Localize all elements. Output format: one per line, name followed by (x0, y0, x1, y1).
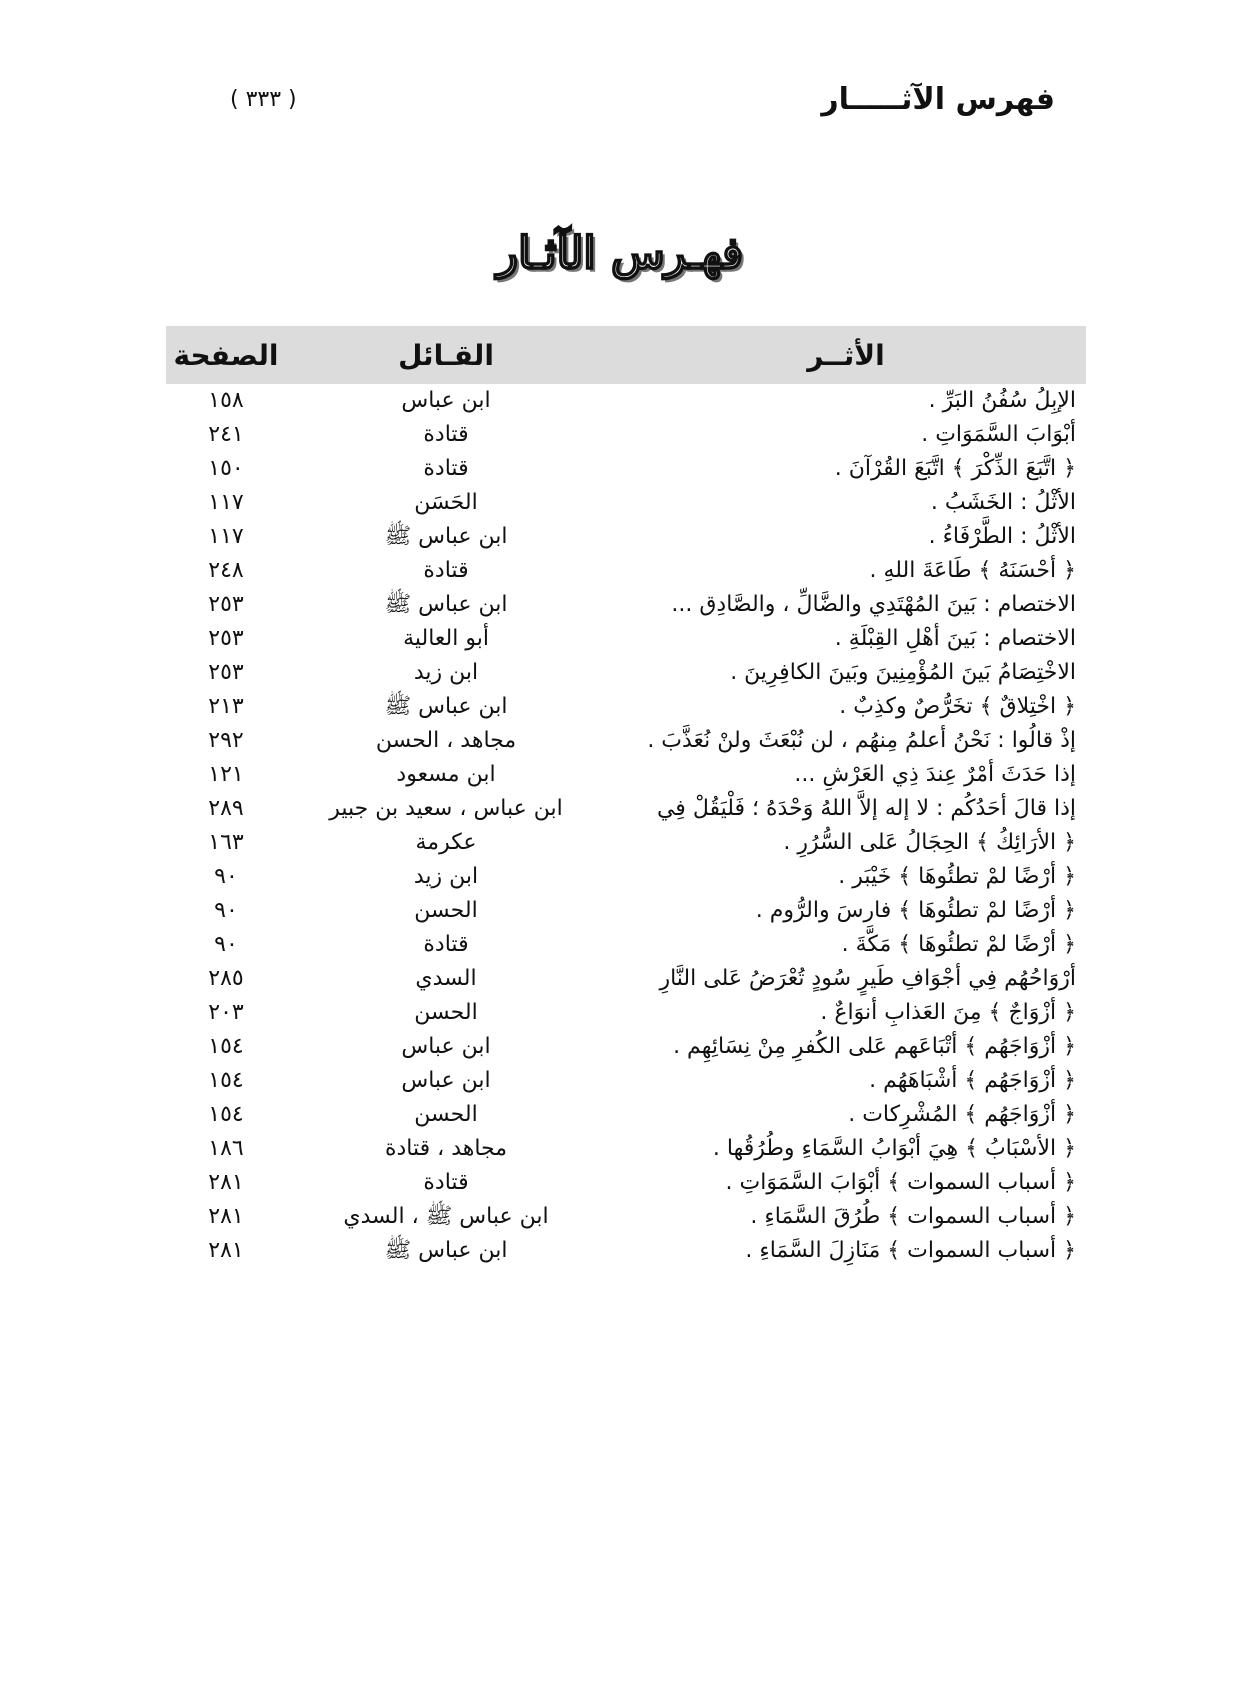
page-cell: ٢٨١ (208, 1204, 244, 1229)
athar-cell: الاختصام : بَينَ أهْلِ القِبْلَةِ . (834, 626, 1076, 651)
page-cell: ٢٨٩ (208, 796, 244, 821)
qail-cell: ابن عباس (401, 1034, 491, 1059)
athar-cell: ﴿ أسباب السموات ﴾ أبْوَابَ السَّمَوَاتِ . (725, 1170, 1076, 1195)
qail-cell: ابن عباس ، سعيد بن جبير (329, 796, 563, 821)
table-row (166, 894, 1086, 928)
table-row (166, 792, 1086, 826)
page-cell: ٢٨١ (208, 1238, 244, 1263)
page-cell: ١٢١ (208, 762, 244, 787)
qail-cell: الحسن (414, 898, 478, 923)
athar-index-table (166, 326, 1086, 1268)
table-row (166, 826, 1086, 860)
table-row (166, 588, 1086, 622)
athar-cell: الاخْتِصَامُ بَينَ المُؤْمِنِينَ وبَينَ الكافِرِينَ . (730, 660, 1076, 685)
qail-cell: ابن زيد (413, 660, 479, 685)
qail-cell: مجاهد ، قتادة (384, 1136, 508, 1161)
athar-cell: أبْوَابَ السَّمَوَاتِ . (921, 422, 1076, 447)
page-cell: ١٥٤ (208, 1068, 244, 1093)
page-cell: ٢٥٣ (208, 626, 244, 651)
qail-cell: ابن عباس ﷺ (384, 694, 508, 719)
page-cell: ٢٥٣ (208, 660, 244, 685)
table-row (166, 1064, 1086, 1098)
qail-cell: عكرمة (415, 830, 477, 855)
column-header-page: الصفحة (166, 326, 286, 384)
page-cell: ٩٠ (214, 932, 238, 957)
running-title: فهرس الآثـــــار (821, 81, 1055, 117)
page-cell: ١١٧ (208, 490, 244, 515)
athar-cell: ﴿ أزْوَاجَهُم ﴾ أشْبَاهَهُم . (869, 1068, 1076, 1093)
athar-cell: إذا قالَ أحَدُكُم : لا إله إلاَّ اللهُ وَحْدَهُ ؛ فَلْيَقُلْ فِي (656, 796, 1076, 821)
page-cell: ٢١٣ (208, 694, 244, 719)
qail-cell: ابن عباس ﷺ (384, 524, 508, 549)
table-row (166, 1234, 1086, 1268)
qail-cell: ابن زيد (413, 864, 479, 889)
table-row (166, 622, 1086, 656)
athar-cell: ﴿ أرْضًا لمْ تطئُوهَا ﴾ خَيْبَر . (838, 864, 1076, 889)
qail-cell: الحسن (414, 1102, 478, 1127)
qail-cell: قتادة (423, 558, 469, 583)
athar-cell: ﴿ الأرَائِكُ ﴾ الحِجَالُ عَلى السُّرُرِ . (783, 830, 1076, 855)
table-header-row (166, 326, 1086, 384)
qail-cell: مجاهد ، الحسن (375, 728, 517, 753)
athar-cell: ﴿ أحْسَنَهُ ﴾ طَاعَةَ اللهِ . (869, 558, 1076, 583)
athar-cell: ﴿ أزْوَاجٌ ﴾ مِنَ العَذابِ أنوَاعٌ . (820, 1000, 1076, 1025)
table-row (166, 656, 1086, 690)
qail-cell: قتادة (423, 932, 469, 957)
athar-cell: ﴿ اخْتِلاقٌ ﴾ تخَرُّصٌ وكذِبٌ . (839, 694, 1076, 719)
table-row (166, 520, 1086, 554)
athar-cell: إذا حَدَثَ أمْرٌ عِندَ ذِي العَرْشِ ... (794, 762, 1076, 787)
page-cell: ١١٧ (208, 524, 244, 549)
table-row (166, 418, 1086, 452)
athar-cell: ﴿ اتَّبَعَ الذِّكْرَ ﴾ اتَّبَعَ القُرْآنَ . (834, 456, 1076, 481)
qail-cell: الحَسَن (414, 490, 478, 515)
qail-cell: قتادة (423, 456, 469, 481)
athar-cell: ﴿ أرْضًا لمْ تطئُوهَا ﴾ مَكَّةَ . (841, 932, 1076, 957)
page-cell: ١٥٤ (208, 1102, 244, 1127)
athar-cell: أرْوَاحُهُم فِي أجْوَافِ طَيرٍ سُودٍ تُعْرَضُ عَلى النَّارِ (659, 966, 1076, 991)
table-row (166, 384, 1086, 418)
athar-cell: ﴿ أرْضًا لمْ تطئُوهَا ﴾ فارسَ والرُّوم . (755, 898, 1076, 923)
qail-cell: ابن عباس ﷺ (384, 592, 508, 617)
table-row (166, 554, 1086, 588)
athar-cell: ﴿ أزْوَاجَهُم ﴾ المُشْرِكات . (848, 1102, 1076, 1127)
qail-cell: ابن عباس (401, 1068, 491, 1093)
table-row (166, 1166, 1086, 1200)
table-row (166, 1098, 1086, 1132)
page-number: ( ٣٣٣ ) (230, 86, 297, 112)
table-row (166, 452, 1086, 486)
qail-cell: ابن عباس (401, 388, 491, 413)
page-cell: ٢٤١ (208, 422, 244, 447)
page-cell: ٢٨٥ (208, 966, 244, 991)
athar-cell: الاختصام : بَينَ المُهْتَدِي والضَّالِّ ، والصَّادِق ... (671, 592, 1076, 617)
table-row (166, 486, 1086, 520)
table-row (166, 996, 1086, 1030)
table-row (166, 962, 1086, 996)
page-cell: ٩٠ (214, 898, 238, 923)
table-row (166, 860, 1086, 894)
athar-cell: الأثْلُ : الطَّرْفَاءُ . (928, 524, 1076, 549)
page-cell: ٢٥٣ (208, 592, 244, 617)
page-cell: ٢٨١ (208, 1170, 244, 1195)
athar-cell: ﴿ أسباب السموات ﴾ مَنَازِلَ السَّمَاءِ . (745, 1238, 1076, 1263)
qail-cell: ابن مسعود (396, 762, 496, 787)
athar-cell: ﴿ الأسْبَابُ ﴾ هِيَ أبْوَابُ السَّمَاءِ وطُرُقُها . (712, 1136, 1076, 1161)
qail-cell: قتادة (423, 1170, 469, 1195)
page-cell: ٢٩٢ (208, 728, 244, 753)
page-cell: ١٥٠ (208, 456, 244, 481)
table-body (166, 384, 1086, 1268)
table-row (166, 690, 1086, 724)
table-row (166, 1030, 1086, 1064)
page-cell: ١٥٨ (208, 388, 244, 413)
page-title: فهـرس الآثـار (496, 228, 744, 279)
athar-cell: ﴿ أزْوَاجَهُم ﴾ أتْبَاعَهم عَلى الكُفرِ مِنْ نِسَائِهِم . (673, 1034, 1076, 1059)
qail-cell: قتادة (423, 422, 469, 447)
qail-cell: أبو العالية (403, 626, 489, 651)
page-cell: ١٨٦ (208, 1136, 244, 1161)
table-row (166, 1200, 1086, 1234)
page-cell: ١٥٤ (208, 1034, 244, 1059)
athar-cell: الإبِلُ سُفُنُ البَرِّ . (928, 388, 1076, 413)
page-cell: ١٦٣ (208, 830, 244, 855)
table-row (166, 724, 1086, 758)
athar-cell: الأثْلُ : الخَشَبُ . (930, 490, 1076, 515)
page-cell: ٢٠٣ (208, 1000, 244, 1025)
qail-cell: الحسن (414, 1000, 478, 1025)
page-cell: ٩٠ (214, 864, 238, 889)
column-header-athar: الأثــر (606, 326, 1086, 384)
athar-cell: ﴿ أسباب السموات ﴾ طُرُقَ السَّمَاءِ . (750, 1204, 1076, 1229)
table-row (166, 1132, 1086, 1166)
table-row (166, 758, 1086, 792)
page-cell: ٢٤٨ (208, 558, 244, 583)
athar-cell: إذْ قالُوا : نَحْنُ أعلمُ مِنهُم ، لن نُبْعَثَ ولنْ نُعَذَّبَ . (647, 728, 1076, 753)
table-row (166, 928, 1086, 962)
qail-cell: السدي (415, 966, 477, 991)
qail-cell: ابن عباس ﷺ ، السدي (343, 1204, 549, 1229)
running-header (230, 74, 1055, 124)
column-header-qail: القـائل (286, 326, 606, 384)
qail-cell: ابن عباس ﷺ (384, 1238, 508, 1263)
